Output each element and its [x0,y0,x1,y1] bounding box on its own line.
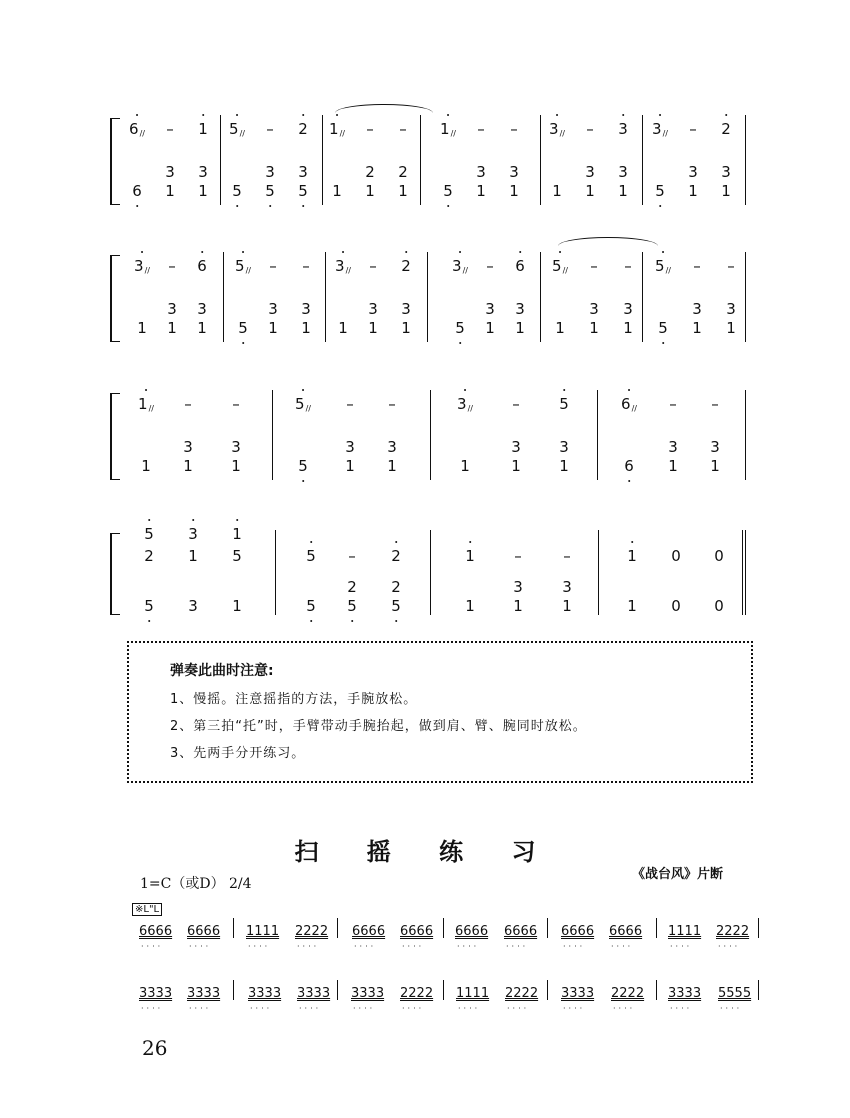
score-note: 1 [232,525,242,543]
score-note: 6// [621,395,637,413]
notes-item-3: 3、先两手分开练习。 [170,746,306,761]
tremolo-group: 1111 [456,986,490,1001]
score-note: 5 [443,182,453,200]
tremolo-group: 3333 [668,986,702,1001]
score-note: 1 [721,182,731,200]
tremolo-group: 6666 [187,924,221,939]
score-note: 1 [513,597,523,615]
group-dots: ···· [507,1004,530,1013]
score-note: 2 [144,547,154,565]
score-note: 6 [515,257,525,275]
bar-line [220,115,221,205]
bar-line [642,115,643,205]
score-note: 1// [440,120,456,138]
group-dots: ···· [670,1004,693,1013]
tremolo-group: 6666 [455,924,489,939]
score-note: 3 [692,300,702,318]
score-note: 1// [138,395,154,413]
score-note: 5 [455,319,465,337]
score-note: – [302,257,310,275]
score-note: 3// [457,395,473,413]
score-note: 3 [688,163,698,181]
bar-line [322,115,323,205]
section-title: 扫 摇 练 习 [294,838,556,866]
score-note: – [348,547,356,565]
score-note: – [590,257,598,275]
score-note: 1 [552,182,562,200]
score-note: 3// [452,257,468,275]
group-dots: ···· [720,1004,743,1013]
score-note: 3// [549,120,565,138]
bar-line [233,918,234,938]
bar-line [337,980,338,1000]
bar-line [597,390,598,480]
tremolo-group: 6666 [400,924,434,939]
score-note: – [269,257,277,275]
score-note: 3 [198,163,208,181]
score-note: 1 [197,319,207,337]
score-note: – [693,257,701,275]
score-note: 3 [562,578,572,596]
group-dots: ···· [141,942,164,951]
group-dots: ···· [354,942,377,951]
system-brace [110,255,120,342]
score-note: 3 [618,163,628,181]
score-note: – [232,395,240,413]
score-note: 5 [144,597,154,615]
score-note: 3 [183,438,193,456]
score-note: 1 [387,457,397,475]
bar-line [430,390,431,480]
tremolo-group: 2222 [295,924,329,939]
score-note: 1 [710,457,720,475]
score-note: 3// [652,120,668,138]
score-note: 5 [559,395,569,413]
tie-arc [558,237,658,246]
score-note: 3 [401,300,411,318]
score-note: 1 [509,182,519,200]
bar-line [745,530,746,615]
score-note: 5 [238,319,248,337]
tremolo-group: 2222 [505,986,539,1001]
score-note: 1 [232,597,242,615]
score-note: – [166,120,174,138]
score-note: 1 [183,457,193,475]
bar-line [443,918,444,938]
score-note: 1 [627,597,637,615]
score-note: 1 [692,319,702,337]
group-dots: ···· [297,942,320,951]
score-note: – [514,547,522,565]
score-note: 1 [401,319,411,337]
page-number: 26 [142,1036,168,1060]
score-note: 5 [391,597,401,615]
score-note: 1 [485,319,495,337]
score-note: 5// [235,257,251,275]
tremolo-group: 5555 [718,986,752,1001]
bar-line [275,530,276,615]
group-dots: ···· [670,942,693,951]
tremolo-group: 6666 [352,924,386,939]
group-dots: ···· [402,1004,425,1013]
score-note: 0 [714,547,724,565]
tremolo-group: 6666 [561,924,595,939]
score-note: 5 [655,182,665,200]
score-note: 3 [485,300,495,318]
score-note: – [624,257,632,275]
group-dots: ···· [402,942,425,951]
score-note: 1 [585,182,595,200]
score-note: 3 [188,597,198,615]
bar-line [223,252,224,342]
score-note: 5// [229,120,245,138]
tremolo-group: 1111 [668,924,702,939]
group-dots: ···· [250,1004,273,1013]
score-note: 3 [589,300,599,318]
score-note: – [369,257,377,275]
tremolo-group: 6666 [609,924,643,939]
score-note: – [486,257,494,275]
tremolo-group: 3333 [248,986,282,1001]
score-note: 3 [188,525,198,543]
bar-line [420,115,421,205]
group-dots: ···· [248,942,271,951]
score-note: 3// [335,257,351,275]
score-note: 5 [232,547,242,565]
score-note: 1 [623,319,633,337]
bar-line [758,918,759,938]
bar-line [337,918,338,938]
source-label: 《战台风》片断 [632,867,724,882]
bar-line [745,390,746,480]
score-note: 1 [515,319,525,337]
score-note: – [266,120,274,138]
score-note: 1 [365,182,375,200]
score-note: 1 [188,547,198,565]
bar-line [430,530,431,615]
group-dots: ···· [563,1004,586,1013]
score-note: 3 [197,300,207,318]
score-note: 1 [338,319,348,337]
score-note: 3 [513,578,523,596]
score-note: 1 [231,457,241,475]
notes-item-1: 1、慢摇。注意摇指的方法，手腕放松。 [170,692,418,707]
score-note: 1 [141,457,151,475]
score-note: – [586,120,594,138]
score-note: 1 [460,457,470,475]
bar-line [325,252,326,342]
system-brace [110,118,120,205]
score-note: 1 [198,182,208,200]
score-note: 3 [509,163,519,181]
score-note: 1 [465,547,475,565]
score-note: 1 [368,319,378,337]
group-dots: ···· [458,1004,481,1013]
score-note: 3 [165,163,175,181]
bar-line [443,980,444,1000]
bar-line [656,980,657,1000]
score-note: 5// [655,257,671,275]
score-note: 2 [391,547,401,565]
score-note: – [388,395,396,413]
bar-line [745,115,746,205]
score-note: 3 [268,300,278,318]
bar-line [745,252,746,342]
score-note: 5// [552,257,568,275]
tremolo-group: 3333 [351,986,385,1001]
group-dots: ···· [141,1004,164,1013]
group-dots: ···· [506,942,529,951]
score-note: 1 [332,182,342,200]
score-note: 5 [347,597,357,615]
technique-marker: ※L"L [132,903,162,916]
tremolo-group: 3333 [187,986,221,1001]
score-note: 1 [167,319,177,337]
score-note: 5 [306,597,316,615]
tremolo-group: 3333 [139,986,173,1001]
score-note: – [184,395,192,413]
bar-line [540,252,541,342]
score-note: – [689,120,697,138]
group-dots: ···· [718,942,741,951]
score-note: – [711,395,719,413]
score-note: 1 [559,457,569,475]
bar-line [758,980,759,1000]
score-note: 6 [624,457,634,475]
score-note: 1 [137,319,147,337]
tremolo-group: 2222 [400,986,434,1001]
score-note: 1 [688,182,698,200]
score-note: 5 [265,182,275,200]
score-note: 1 [198,120,208,138]
tremolo-group: 3333 [561,986,595,1001]
score-note: 3 [668,438,678,456]
score-note: 5// [295,395,311,413]
score-note: 1 [511,457,521,475]
bar-line [233,980,234,1000]
score-note: – [346,395,354,413]
score-note: 1 [627,547,637,565]
score-note: 3 [721,163,731,181]
score-note: 1 [165,182,175,200]
group-dots: ···· [611,942,634,951]
score-note: 2 [721,120,731,138]
score-note: 3 [515,300,525,318]
bar-line [427,252,428,342]
score-note: 1 [726,319,736,337]
bar-line [272,390,273,480]
score-note: 1 [555,319,565,337]
group-dots: ···· [189,1004,212,1013]
tremolo-group: 6666 [504,924,538,939]
score-note: 3 [511,438,521,456]
score-note: 5 [232,182,242,200]
score-note: 5 [144,525,154,543]
score-note: 2 [398,163,408,181]
group-dots: ···· [299,1004,322,1013]
score-note: – [512,395,520,413]
score-note: 1 [618,182,628,200]
notes-title: 弹奏此曲时注意: [170,663,274,679]
score-note: – [510,120,518,138]
score-note: 3 [301,300,311,318]
group-dots: ···· [189,942,212,951]
bar-line [656,918,657,938]
score-note: 3 [387,438,397,456]
score-note: 5 [298,182,308,200]
tremolo-group: 2222 [716,924,750,939]
notes-item-2: 2、第三拍“托”时，手臂带动手腕抬起，做到肩、臂、腕同时放松。 [170,719,587,734]
score-note: – [168,257,176,275]
score-note: 3 [476,163,486,181]
score-note: 2 [401,257,411,275]
score-note: 1 [562,597,572,615]
group-dots: ···· [613,1004,636,1013]
group-dots: ···· [563,942,586,951]
score-note: 2 [298,120,308,138]
score-note: – [563,547,571,565]
score-note: 0 [671,547,681,565]
score-note: 2 [365,163,375,181]
tremolo-group: 2222 [611,986,645,1001]
score-note: 2 [391,578,401,596]
tremolo-group: 3333 [297,986,331,1001]
score-note: 1 [345,457,355,475]
tremolo-group: 6666 [139,924,173,939]
score-note: 3 [623,300,633,318]
score-note: – [669,395,677,413]
score-note: – [366,120,374,138]
score-note: 3 [345,438,355,456]
bar-line [540,115,541,205]
tremolo-group: 1111 [246,924,280,939]
bar-line [547,980,548,1000]
tie-arc [335,104,433,113]
score-note: 0 [714,597,724,615]
score-note: 3 [368,300,378,318]
score-note: 1 [668,457,678,475]
bar-line [642,252,643,342]
score-note: – [399,120,407,138]
score-note: 3 [231,438,241,456]
score-note: 1 [398,182,408,200]
score-note: 1 [301,319,311,337]
score-note: 3 [726,300,736,318]
system-brace [110,393,120,480]
score-note: 5 [306,547,316,565]
score-note: – [477,120,485,138]
score-note: 3 [265,163,275,181]
score-note: 1 [476,182,486,200]
score-note: 2 [347,578,357,596]
key-signature: 1=C（或D） 2/4 [140,876,252,892]
score-note: 0 [671,597,681,615]
score-note: 3 [618,120,628,138]
bar-line [742,530,743,615]
score-note: 3// [134,257,150,275]
bar-line [547,918,548,938]
score-note: 1 [268,319,278,337]
score-note: 1 [465,597,475,615]
score-note: 6 [132,182,142,200]
bar-line [598,530,599,615]
score-note: 3 [585,163,595,181]
score-note: 6// [129,120,145,138]
score-note: 5 [298,457,308,475]
score-note: 6 [197,257,207,275]
group-dots: ···· [353,1004,376,1013]
score-note: 3 [167,300,177,318]
system-brace [110,533,120,615]
score-note: 3 [710,438,720,456]
score-note: – [727,257,735,275]
score-note: 1// [329,120,345,138]
score-note: 1 [589,319,599,337]
score-note: 3 [298,163,308,181]
score-note: 3 [559,438,569,456]
group-dots: ···· [457,942,480,951]
score-note: 5 [658,319,668,337]
